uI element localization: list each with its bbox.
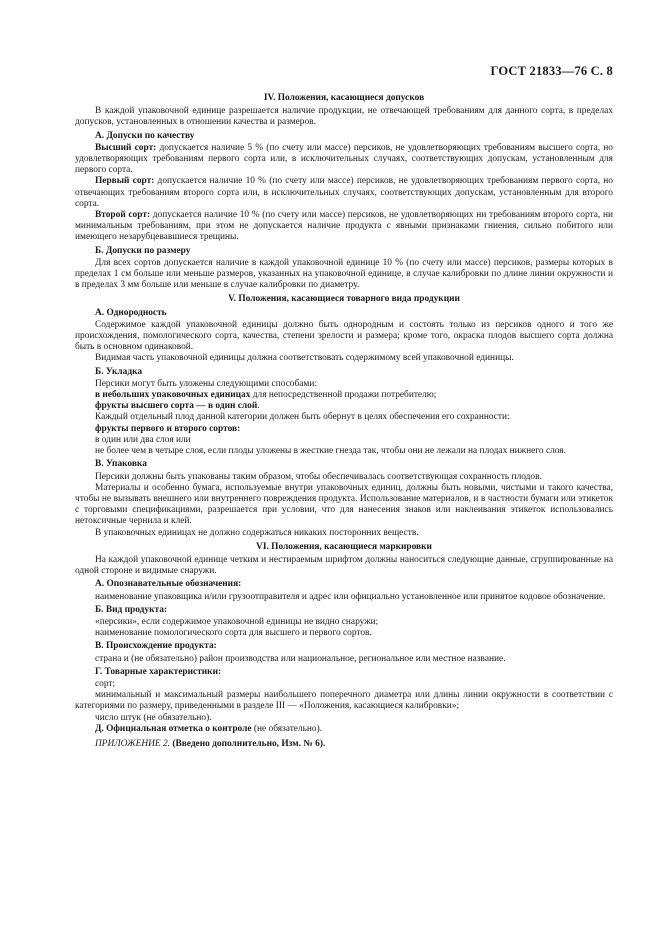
uniformity-text: Содержимое каждой упаковочной единицы должно быть однородным и состоять только из персиков одного и того же происхождения, помологического сорта, качества, степени зрелости и размера; кроме того, окраска плодов высшего сорта должна быть в основном одинаковой. [75, 319, 613, 353]
identification-title: А. Опознавательные обозначения: [95, 579, 242, 590]
section-vi-intro: На каждой упаковочной единице четким и нестираемым шрифтом должны наноситься следующие данные, сгруппированные на одной стороне и видимые снаружи. [75, 554, 613, 577]
uniformity-title: А. Однородность [95, 307, 167, 318]
origin-text: страна и (не обязательно) район производства или национальное, региональное или местное название. [95, 653, 506, 664]
page-header: ГОСТ 21833—76 С. 8 [490, 64, 613, 78]
packing-title: Б. Укладка [95, 366, 143, 377]
appendix-label: ПРИЛОЖЕНИЕ 2. [95, 738, 170, 749]
product-type-text-2: наименование помологического сорта для высшего и первого сортов. [95, 628, 372, 639]
commercial-text-2: минимальный и максимальный размеры наибольшего поперечного диаметра или длины линии окружности в соответствии с категориями по размеру, приведенными в разделе III — «Положения, касающиеся калибровки»; [75, 690, 613, 712]
second-grade-text: допускается наличие 10 % (по счету или массе) персиков, не удовлетворяющих ни требованиям второго сорта, ни минимальным требованиям, при этом не допускается наличие продукта с явными признаками гниения, сильно побитого или имеющего незарубцевавшиеся трещины. [75, 210, 613, 243]
packing-top-end: . [257, 401, 260, 412]
section-iv-intro: В каждой упаковочной единице разрешается наличие продукции, не отвечающей требованиям для данного сорта, в пределах допусков, установленных в отношении качества и размеров. [75, 106, 613, 128]
top-grade-paragraph [75, 143, 613, 177]
commercial-text: сорт; [95, 678, 116, 689]
commercial-title: Г. Товарные характеристики: [95, 666, 222, 677]
section-v-title: V. Положения, касающиеся товарного вида продукции [228, 294, 460, 305]
top-grade-text: допускается наличие 5 % (по счету или массе) персиков, не удовлетворяющих требованиям высшего сорта, но удовлетворяющих требованиям первого сорта или, в исключительных случаях, соответствующих допускам, установленным для первого сорта. [75, 142, 613, 176]
product-type-title: Б. Вид продукта: [95, 604, 168, 615]
first-grade-text: допускается наличие 10 % (по счету или массе) персиков, не удовлетворяющих требованиям первого сорта, но отвечающих требованиям второго сорта или, в исключительных случаях, соответствующих допускам, установленным для второго сорта. [75, 176, 613, 209]
size-tolerances-text: Для всех сортов допускается наличие в каждой упаковочной единице 10 % (по счету или массе) персиков, размеры которых в пределах 1 см больше или меньше размеров, указанных на упаковочной единице, в случае калибровки по длине линии окружности и в пределах 3 мм больше или меньше в случае калибровки по диаметру. [75, 257, 613, 291]
second-grade-label: Второй сорт: [95, 210, 151, 221]
size-tolerances-title: Б. Допуски по размеру [95, 245, 191, 256]
packing-first-second [75, 424, 613, 435]
appendix-note [75, 739, 613, 750]
packing-wrap: Каждый отдельный плод данной категории должен быть обернут в целях обеспечения его сохранности: [95, 412, 510, 423]
control-mark-text: (не обязательно). [251, 723, 323, 734]
packing-top-grade [75, 401, 613, 412]
packaging-text-3: В упаковочных единицах не должно содержаться никаких посторонних веществ. [95, 527, 419, 538]
packing-top-label: фрукты высшего сорта — в один слой [95, 401, 258, 412]
product-type-text: «персики», если содержимое упаковочной единицы не видно снаружи; [95, 616, 379, 627]
first-grade-label: Первый сорт: [95, 176, 155, 187]
packing-text: Персики могут быть уложены следующими способами: [95, 378, 317, 389]
packing-small-text: для непосредственной продажи потребителю; [250, 390, 437, 401]
packing-small-units [75, 390, 613, 401]
identification-text: наименование упаковщика и/или грузоотправителя и адрес или официально установленное или принятое кодовое обозначение. [95, 591, 606, 602]
quality-tolerances-title: А. Допуски по качеству [95, 130, 195, 141]
packaging-text-2: Материалы и особенно бумага, используемые внутри упаковочных единиц, должны быть новыми, чистыми и такого качества, чтобы не вызывать внешнего или внутреннего повреждения продукта. Использование материалов, и в частности бумаги или этикеток с торговыми спецификациями, разрешается при условии, что для нанесения знаков или наклеивания этикеток использовались нетоксичные чернила и клей. [75, 482, 613, 527]
packaging-title: В. Упаковка [95, 459, 147, 470]
origin-title: В. Происхождение продукта: [95, 641, 217, 652]
packing-four-layers: не более чем в четыре слоя, если плоды уложены в жесткие гнезда так, чтобы они не лежали на плодах нижнего слоя. [95, 446, 566, 457]
control-mark-label: Д. Официальная отметка о контроле [95, 723, 252, 734]
second-grade-paragraph [75, 210, 613, 244]
uniformity-text-2: Видимая часть упаковочной единицы должна соответствовать содержимому всей упаковочной единицы. [95, 353, 514, 364]
packing-first-label: фрукты первого и второго сортов: [95, 423, 241, 434]
commercial-text-3: число штук (не обязательно). [95, 712, 212, 723]
appendix-amendment: (Введено дополнительно, Изм. № 6). [170, 738, 326, 749]
document-body [75, 68, 613, 750]
packing-layers: в один или два слоя или [95, 434, 191, 445]
control-mark [75, 724, 613, 735]
first-grade-paragraph [75, 176, 613, 210]
packing-small-label: в небольших упаковочных единицах [95, 390, 251, 401]
section-iv-title: IV. Положения, касающиеся допусков [263, 93, 425, 103]
section-vi-title: VI. Положения, касающиеся маркировки [256, 541, 432, 552]
packaging-text: Персики должны быть упакованы таким образом, чтобы обеспечивалась соответствующая сохранность плодов. [95, 471, 542, 482]
top-grade-label: Высший сорт: [95, 142, 157, 153]
